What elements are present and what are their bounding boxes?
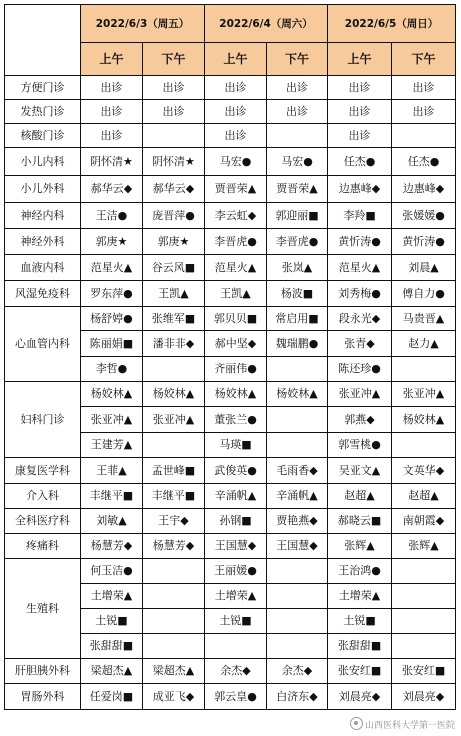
schedule-cell: 黄忻涛● [392, 229, 456, 255]
schedule-cell: 土锐■ [328, 609, 392, 634]
schedule-cell: 李哲● [81, 357, 143, 382]
schedule-cell: 王建芳▲ [81, 433, 143, 458]
schedule-cell: 贾晋荣▲ [205, 176, 267, 203]
pm-header: 下午 [392, 43, 456, 76]
schedule-cell: 范星火▲ [81, 255, 143, 281]
schedule-cell: 傅自力● [392, 281, 456, 307]
corner-cell [5, 5, 81, 76]
schedule-cell [143, 433, 205, 458]
table-row [5, 307, 456, 331]
schedule-cell [143, 559, 205, 584]
schedule-cell: 出诊 [267, 100, 328, 124]
schedule-cell: 范星火▲ [328, 255, 392, 281]
schedule-cell: 魏瑞鹏● [267, 331, 328, 357]
schedule-cell: 潘非非◆ [143, 331, 205, 357]
schedule-cell: 赵超▲ [392, 484, 456, 509]
schedule-cell: 刘秀梅● [328, 281, 392, 307]
schedule-cell: 丰继平■ [81, 484, 143, 509]
schedule-cell: 梁超杰▲ [143, 659, 205, 684]
schedule-cell: 常启用■ [267, 307, 328, 331]
schedule-cell: 罗东萍● [81, 281, 143, 307]
schedule-cell: 孙钢■ [205, 509, 267, 534]
schedule-cell: 郭庚★ [143, 229, 205, 255]
schedule-cell: 杨姣林▲ [81, 382, 143, 407]
schedule-cell: 李羚■ [328, 203, 392, 229]
schedule-cell [205, 634, 267, 659]
department-cell: 全科医疗科 [5, 509, 81, 534]
table-row [5, 659, 456, 684]
schedule-cell: 阴怀清★ [143, 148, 205, 176]
schedule-cell: 辛涌帆▲ [205, 484, 267, 509]
schedule-cell: 出诊 [81, 100, 143, 124]
schedule-cell: 王国慧◆ [205, 534, 267, 559]
schedule-cell: 张亚冲▲ [392, 382, 456, 407]
schedule-cell: 出诊 [81, 76, 143, 100]
schedule-cell: 郭燕◆ [328, 407, 392, 433]
schedule-cell: 文英华◆ [392, 458, 456, 484]
schedule-cell [267, 609, 328, 634]
schedule-cell [392, 584, 456, 609]
wechat-icon [350, 717, 363, 730]
department-cell: 心血管内科 [5, 307, 81, 382]
schedule-cell [143, 124, 205, 148]
schedule-cell: 阴怀清★ [81, 148, 143, 176]
schedule-cell: 余杰◆ [267, 659, 328, 684]
schedule-cell: 刘晨▲ [392, 255, 456, 281]
schedule-cell: 出诊 [81, 124, 143, 148]
schedule-cell [267, 407, 328, 433]
schedule-cell: 张亚冲▲ [328, 382, 392, 407]
pm-header: 下午 [267, 43, 328, 76]
table-row [5, 176, 456, 203]
schedule-cell [267, 357, 328, 382]
schedule-cell: 土锐■ [205, 609, 267, 634]
department-cell: 生殖科 [5, 559, 81, 659]
schedule-cell [392, 559, 456, 584]
schedule-cell: 出诊 [267, 76, 328, 100]
schedule-cell: 张安红■ [328, 659, 392, 684]
schedule-cell [143, 357, 205, 382]
schedule-cell [267, 584, 328, 609]
schedule-cell [392, 634, 456, 659]
schedule-cell: 陈还珍● [328, 357, 392, 382]
schedule-cell: 贾艳燕◆ [267, 509, 328, 534]
schedule-cell: 孟世峰■ [143, 458, 205, 484]
schedule-cell: 杨姣林▲ [392, 407, 456, 433]
schedule-cell: 张辉▲ [328, 534, 392, 559]
schedule-cell: 白济东◆ [267, 684, 328, 710]
schedule-cell: 张亚冲▲ [81, 407, 143, 433]
schedule-cell: 王丽媛● [205, 559, 267, 584]
schedule-cell: 马贵晋▲ [392, 307, 456, 331]
schedule-cell: 郝华云◆ [143, 176, 205, 203]
schedule-cell [143, 609, 205, 634]
department-cell: 神经内科 [5, 203, 81, 229]
schedule-cell: 杨慧芳◆ [81, 534, 143, 559]
schedule-cell: 刘晨亮◆ [328, 684, 392, 710]
schedule-cell: 刘晨亮◆ [392, 684, 456, 710]
schedule-cell: 成亚飞◆ [143, 684, 205, 710]
table-row [5, 484, 456, 509]
schedule-cell: 郝晓云■ [328, 509, 392, 534]
department-cell: 介入科 [5, 484, 81, 509]
schedule-cell: 出诊 [392, 76, 456, 100]
schedule-cell: 郝中坚◆ [205, 331, 267, 357]
schedule-cell: 董张兰● [205, 407, 267, 433]
schedule-cell: 段永光◆ [328, 307, 392, 331]
schedule-cell: 出诊 [328, 76, 392, 100]
schedule-cell: 余杰◆ [205, 659, 267, 684]
department-cell: 妇科门诊 [5, 382, 81, 458]
schedule-cell: 出诊 [205, 124, 267, 148]
schedule-cell: 赵超▲ [328, 484, 392, 509]
schedule-cell: 杨姣林▲ [205, 382, 267, 407]
table-row [5, 509, 456, 534]
schedule-cell: 刘敏▲ [81, 509, 143, 534]
schedule-cell: 任杰● [392, 148, 456, 176]
department-cell: 神经外科 [5, 229, 81, 255]
schedule-cell: 张安红■ [392, 659, 456, 684]
schedule-cell: 张辉▲ [392, 534, 456, 559]
schedule-cell: 郭云皇● [205, 684, 267, 710]
schedule-cell: 杨舒婷● [81, 307, 143, 331]
schedule-cell: 郭贝贝■ [205, 307, 267, 331]
table-row [5, 255, 456, 281]
date-header: 2022/6/4（周六） [205, 5, 328, 43]
department-cell: 康复医学科 [5, 458, 81, 484]
schedule-cell: 何玉洁● [81, 559, 143, 584]
schedule-cell: 李晋虎● [205, 229, 267, 255]
department-cell: 风湿免疫科 [5, 281, 81, 307]
schedule-cell: 王凯▲ [143, 281, 205, 307]
watermark [350, 717, 455, 731]
watermark-text: 山西医科大学第一医院 [364, 721, 455, 731]
schedule-cell [267, 433, 328, 458]
schedule-table [4, 4, 456, 710]
table-row [5, 559, 456, 584]
schedule-cell: 土增荣▲ [328, 584, 392, 609]
table-row [5, 100, 456, 124]
schedule-cell [267, 124, 328, 148]
department-cell: 肝胆胰外科 [5, 659, 81, 684]
schedule-cell: 吴亚文▲ [328, 458, 392, 484]
department-cell: 疼痛科 [5, 534, 81, 559]
schedule-cell: 李云虹◆ [205, 203, 267, 229]
department-cell: 发热门诊 [5, 100, 81, 124]
schedule-cell [392, 124, 456, 148]
table-row [5, 382, 456, 407]
table-row [5, 124, 456, 148]
schedule-cell: 出诊 [205, 76, 267, 100]
schedule-cell: 张甜甜■ [81, 634, 143, 659]
schedule-cell: 出诊 [143, 100, 205, 124]
table-row [5, 684, 456, 710]
schedule-cell [267, 634, 328, 659]
schedule-cell: 任爱岗■ [81, 684, 143, 710]
schedule-cell: 张亚冲▲ [143, 407, 205, 433]
schedule-cell: 马宏● [205, 148, 267, 176]
schedule-cell: 王治鸿● [328, 559, 392, 584]
schedule-cell: 出诊 [205, 100, 267, 124]
schedule-cell: 张维军■ [143, 307, 205, 331]
schedule-cell: 王宇◆ [143, 509, 205, 534]
schedule-cell: 辛涌帆▲ [267, 484, 328, 509]
schedule-cell: 毛雨香◆ [267, 458, 328, 484]
schedule-cell: 出诊 [328, 124, 392, 148]
schedule-cell: 任杰● [328, 148, 392, 176]
schedule-cell: 南朝霞◆ [392, 509, 456, 534]
table-row [5, 229, 456, 255]
schedule-cell: 张媛媛● [392, 203, 456, 229]
schedule-cell: 王凯▲ [205, 281, 267, 307]
schedule-cell: 出诊 [328, 100, 392, 124]
schedule-cell: 郝华云◆ [81, 176, 143, 203]
schedule-cell: 出诊 [392, 100, 456, 124]
schedule-cell: 杨波■ [267, 281, 328, 307]
schedule-cell: 郭庚★ [81, 229, 143, 255]
schedule-cell: 张岚▲ [267, 255, 328, 281]
department-cell: 方便门诊 [5, 76, 81, 100]
department-cell: 胃肠外科 [5, 684, 81, 710]
schedule-cell: 李晋虎● [267, 229, 328, 255]
schedule-cell: 土增荣▲ [205, 584, 267, 609]
schedule-cell: 王国慧◆ [267, 534, 328, 559]
schedule-cell: 武俊英● [205, 458, 267, 484]
schedule-cell [143, 584, 205, 609]
schedule-cell: 贾晋荣▲ [267, 176, 328, 203]
schedule-cell: 边惠峰◆ [328, 176, 392, 203]
schedule-cell: 杨慧芳◆ [143, 534, 205, 559]
schedule-cell: 齐丽伟● [205, 357, 267, 382]
table-row [5, 148, 456, 176]
schedule-cell: 张甜甜■ [328, 634, 392, 659]
table-row [5, 76, 456, 100]
schedule-cell: 边惠峰◆ [392, 176, 456, 203]
department-cell: 小儿内科 [5, 148, 81, 176]
am-header: 上午 [205, 43, 267, 76]
schedule-cell: 庞晋萍● [143, 203, 205, 229]
schedule-cell: 黄忻涛● [328, 229, 392, 255]
table-row [5, 281, 456, 307]
schedule-cell [267, 559, 328, 584]
schedule-cell: 土锐■ [81, 609, 143, 634]
schedule-cell: 杨姣林▲ [143, 382, 205, 407]
department-cell: 核酸门诊 [5, 124, 81, 148]
table-row [5, 534, 456, 559]
department-cell: 血液内科 [5, 255, 81, 281]
date-header: 2022/6/3（周五） [81, 5, 205, 43]
department-cell: 小儿外科 [5, 176, 81, 203]
am-header: 上午 [81, 43, 143, 76]
schedule-cell [392, 609, 456, 634]
schedule-cell: 陈丽娟■ [81, 331, 143, 357]
schedule-cell: 土增荣▲ [81, 584, 143, 609]
table-row [5, 203, 456, 229]
schedule-cell: 梁超杰▲ [81, 659, 143, 684]
schedule-cell: 马瑛■ [205, 433, 267, 458]
am-header: 上午 [328, 43, 392, 76]
schedule-cell: 范星火▲ [205, 255, 267, 281]
schedule-cell: 王菲▲ [81, 458, 143, 484]
schedule-cell: 张青◆ [328, 331, 392, 357]
schedule-cell [392, 357, 456, 382]
schedule-cell: 郭迎丽■ [267, 203, 328, 229]
schedule-cell: 赵力▲ [392, 331, 456, 357]
schedule-cell [392, 433, 456, 458]
schedule-cell: 出诊 [143, 76, 205, 100]
date-header: 2022/6/5（周日） [328, 5, 456, 43]
schedule-cell: 丰继平■ [143, 484, 205, 509]
schedule-cell: 杨姣林▲ [267, 382, 328, 407]
schedule-cell: 郭雪桃● [328, 433, 392, 458]
schedule-cell [143, 634, 205, 659]
table-row [5, 458, 456, 484]
schedule-cell: 马宏● [267, 148, 328, 176]
pm-header: 下午 [143, 43, 205, 76]
schedule-cell: 王洁● [81, 203, 143, 229]
schedule-cell: 谷云风■ [143, 255, 205, 281]
